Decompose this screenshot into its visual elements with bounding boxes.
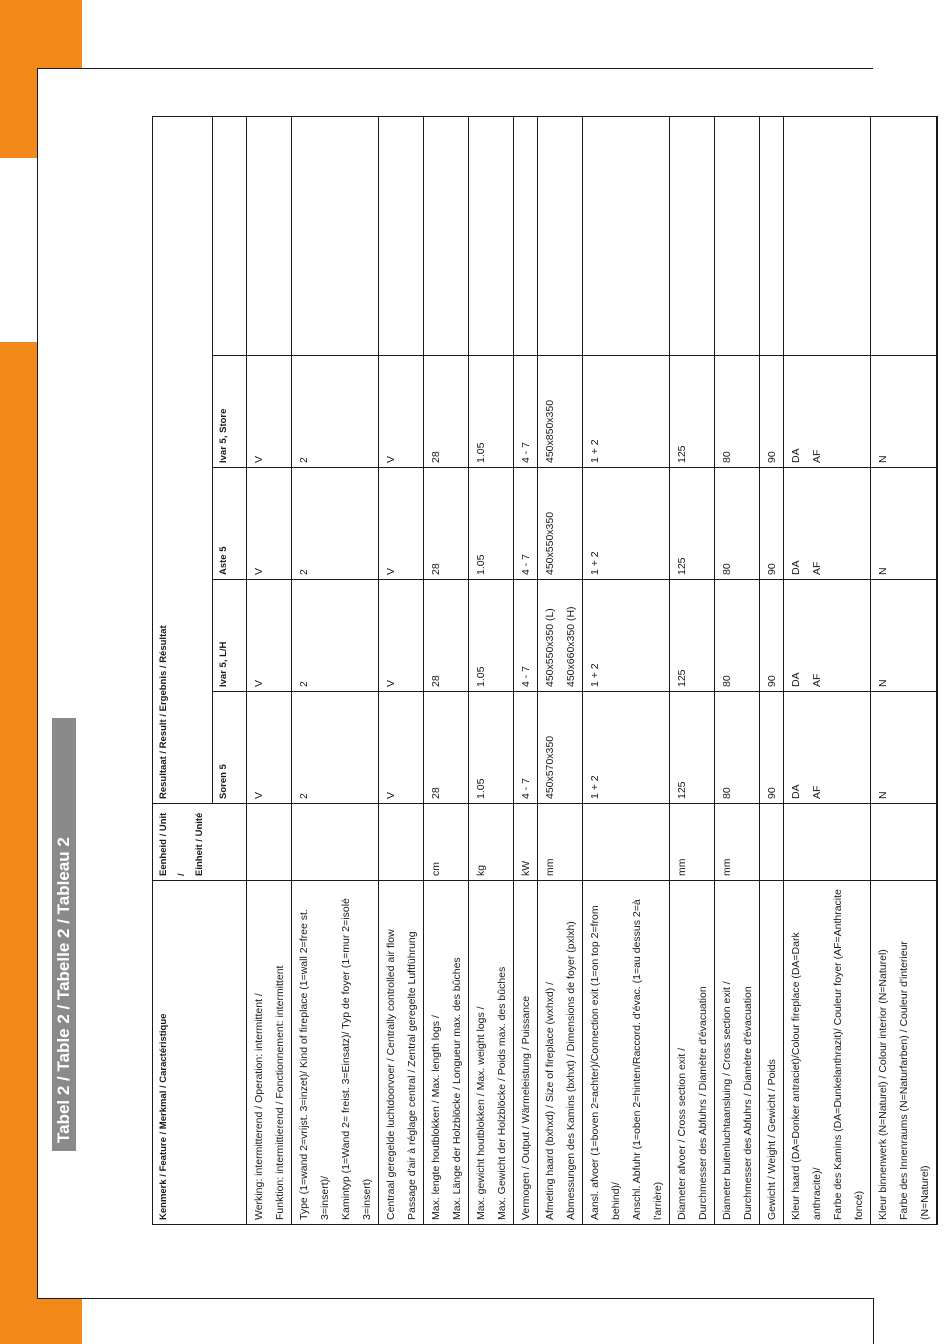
empty-cell [514, 117, 538, 356]
value-line: DA [790, 448, 802, 463]
value-line: AF [811, 785, 823, 799]
value-cell [514, 580, 538, 692]
feature-cell [247, 881, 292, 1225]
feature-line: Max. Gewicht der Holzblöcke / Poids max. des bûches [496, 966, 508, 1220]
value-cell [871, 692, 937, 804]
unit-cell: kg [469, 804, 514, 881]
orange-ledge-bottom [37, 1298, 82, 1344]
value-cell [424, 580, 469, 692]
value-cell [247, 692, 292, 804]
header-model-aste-5: Aste 5 [213, 468, 247, 580]
empty-cell [247, 117, 292, 356]
table-row [715, 117, 760, 1225]
value-cell [424, 468, 469, 580]
empty-cell [760, 117, 784, 356]
value-cell [583, 468, 670, 580]
table-row [871, 117, 937, 1225]
value-line: 4 - 7 [520, 553, 532, 575]
empty-cell [538, 117, 583, 356]
value-cell [469, 692, 514, 804]
value-cell [247, 580, 292, 692]
feature-line: Centraal geregelde luchtdoorvoer / Centrally controlled air flow [385, 929, 397, 1220]
value-line: AF [811, 673, 823, 687]
empty-cell [871, 117, 937, 356]
value-cell [379, 580, 424, 692]
filler-row [937, 117, 938, 1225]
feature-line: Vermogen / Output / Wärmeleistung / Puissance [520, 995, 532, 1220]
feature-line: Type (1=wand 2=vrijst. 3=inzet)/ Kind of fireplace (1=wall 2=free st. 3=insert)/ [298, 909, 331, 1220]
feature-line: Farbe des Innenraums (N=Naturfarben) / Couleur d'interieur (N=Naturel) [898, 941, 931, 1220]
table-row [784, 117, 871, 1225]
filler-cell [937, 692, 938, 804]
value-line: 1 + 2 [589, 775, 601, 799]
value-line: 28 [430, 787, 442, 799]
header-feature: Kenmerk / Feature / Merkmal / Caractéristique [153, 881, 247, 1225]
spec-table-container [152, 116, 931, 1225]
table-row [247, 117, 292, 1225]
value-line: 28 [430, 563, 442, 575]
feature-line: Kleur haard (DA=Donker antraciet)/Colour fireplace (DA=Dark anthracite)/ [790, 932, 823, 1220]
value-cell [292, 356, 379, 468]
value-cell [538, 580, 583, 692]
feature-line: Kamintyp (1=Wand 2= freist. 3=Einsatz)/ Typ de foyer (1=mur 2=isolé 3=insert) [340, 898, 373, 1220]
value-line: 4 - 7 [520, 441, 532, 463]
table-row [538, 117, 583, 1225]
unit-cell [760, 804, 784, 881]
value-cell [379, 356, 424, 468]
header-model-ivar-5-lh: Ivar 5, L/H [213, 580, 247, 692]
value-cell [784, 468, 871, 580]
value-line: 2 [298, 681, 310, 687]
header-model-soren-5: Soren 5 [213, 692, 247, 804]
value-line: N [877, 679, 889, 687]
value-cell [715, 356, 760, 468]
value-cell [784, 692, 871, 804]
filler-cell [937, 881, 938, 1225]
value-line: 450x660x350 (H) [565, 606, 577, 687]
value-cell [670, 468, 715, 580]
filler-cell [937, 468, 938, 580]
value-cell [583, 580, 670, 692]
value-cell [469, 356, 514, 468]
feature-line: Aansl. afvoer (1=boven 2=achter)/Connection exit (1=on top 2=from behind)/ [589, 905, 622, 1220]
value-cell [715, 692, 760, 804]
value-line: 125 [676, 669, 688, 687]
value-line: 28 [430, 675, 442, 687]
value-line: DA [790, 560, 802, 575]
frame-line-right [873, 1298, 874, 1344]
value-line: 80 [721, 451, 733, 463]
orange-side-tab-top [0, 0, 37, 158]
value-line: N [877, 567, 889, 575]
value-line: 1.05 [475, 442, 487, 463]
value-line: 1 + 2 [589, 439, 601, 463]
feature-line: Farbe des Kamins (DA=Dunkelanthrazit)/ Couleur foyer (AF=Anthracite foncé) [832, 889, 865, 1220]
value-cell [871, 580, 937, 692]
orange-side-tab-bottom [0, 342, 37, 1344]
value-cell [871, 468, 937, 580]
feature-line: Diameter buitenluchtaansluing / Cross section exit / [721, 981, 733, 1220]
value-cell [715, 468, 760, 580]
value-line: 125 [676, 781, 688, 799]
empty-cell [379, 117, 424, 356]
unit-cell: mm [670, 804, 715, 881]
value-line: 450x570x350 [544, 735, 556, 799]
unit-cell [871, 804, 937, 881]
unit-cell [583, 804, 670, 881]
table-title: Tabel 2 / Table 2 / Tabelle 2 / Tableau 2 [54, 837, 73, 1143]
value-line: 1 + 2 [589, 663, 601, 687]
value-cell [538, 356, 583, 468]
table-row [760, 117, 784, 1225]
value-cell [670, 692, 715, 804]
value-line: V [385, 679, 397, 687]
value-line: 90 [766, 787, 778, 799]
value-line: DA [790, 784, 802, 799]
value-cell [760, 468, 784, 580]
empty-cell [424, 117, 469, 356]
feature-line: Abmessungen des Kamins (bxhxt) / Dimensions de foyer (pxlxh) [565, 921, 577, 1220]
value-line: 1 + 2 [589, 551, 601, 575]
feature-cell [715, 881, 760, 1225]
value-line: 4 - 7 [520, 777, 532, 799]
header-model-ivar-5-store: Ivar 5, Store [213, 356, 247, 468]
orange-ledge-top [37, 0, 82, 68]
value-cell [514, 468, 538, 580]
value-line: V [253, 455, 265, 463]
unit-cell: kW [514, 804, 538, 881]
unit-cell [379, 804, 424, 881]
value-cell [514, 692, 538, 804]
feature-cell [871, 881, 937, 1225]
value-cell [670, 580, 715, 692]
value-line: AF [811, 561, 823, 575]
value-cell [247, 356, 292, 468]
value-line: V [385, 567, 397, 575]
table-title-bar [52, 718, 76, 1151]
value-line: 4 - 7 [520, 665, 532, 687]
empty-cell [670, 117, 715, 356]
empty-cell [784, 117, 871, 356]
value-cell [538, 468, 583, 580]
feature-line: Max. gewicht houtblokken / Max. weight logs / [475, 1006, 487, 1220]
unit-cell: cm [424, 804, 469, 881]
value-line: V [253, 679, 265, 687]
filler-cell [937, 804, 938, 881]
value-line: 2 [298, 457, 310, 463]
feature-cell [292, 881, 379, 1225]
value-line: V [385, 791, 397, 799]
feature-line: Gewicht / Weight / Gewicht / Poids [766, 1059, 778, 1220]
header-unit: Eenheid / Unit / Einheit / Unité [153, 804, 213, 881]
value-line: N [877, 455, 889, 463]
frame-line-left [37, 68, 38, 1298]
value-cell [292, 580, 379, 692]
value-line: 450x550x350 (L) [544, 608, 556, 687]
value-line: 90 [766, 675, 778, 687]
value-cell [469, 468, 514, 580]
value-line: 90 [766, 563, 778, 575]
value-line: N [877, 791, 889, 799]
value-cell [583, 356, 670, 468]
value-cell [583, 692, 670, 804]
value-line: 1.05 [475, 554, 487, 575]
feature-line: Durchmesser des Abfuhrs / Diamètre d'évacuation [697, 986, 709, 1220]
table-row [583, 117, 670, 1225]
value-line: V [253, 567, 265, 575]
header-unit-blank [213, 804, 247, 881]
table-row [670, 117, 715, 1225]
value-cell [538, 692, 583, 804]
value-line: 450x850x350 [544, 399, 556, 463]
value-cell [670, 356, 715, 468]
table-row [292, 117, 379, 1225]
value-line: 2 [298, 569, 310, 575]
value-line: 90 [766, 451, 778, 463]
feature-cell [784, 881, 871, 1225]
spec-table [152, 116, 938, 1225]
unit-cell [784, 804, 871, 881]
feature-line: Anschl. Abfuhr (1=oben 2=hinten/Raccord. d'évac. (1=au dessus 2=à l'arrière) [631, 899, 664, 1220]
value-line: 1.05 [475, 778, 487, 799]
value-line: 125 [676, 445, 688, 463]
value-line: V [253, 791, 265, 799]
unit-cell [247, 804, 292, 881]
value-cell [247, 468, 292, 580]
value-cell [379, 468, 424, 580]
value-line: 2 [298, 793, 310, 799]
value-cell [784, 356, 871, 468]
table-row [379, 117, 424, 1225]
feature-line: Passage d'air à réglage central / Zentral geregelte Luftführung [406, 931, 418, 1220]
table-row [469, 117, 514, 1225]
feature-line: Funktion: intermittierend / Fonctionnement: intermittent [274, 965, 286, 1220]
value-line: 1.05 [475, 666, 487, 687]
unit-cell: mm [715, 804, 760, 881]
value-cell [424, 356, 469, 468]
unit-cell: mm [538, 804, 583, 881]
feature-line: Durchmesser des Abfuhrs / Diamètre d'évacuation [742, 986, 754, 1220]
header-empty-col [213, 117, 247, 356]
table-row [424, 117, 469, 1225]
feature-line: Diameter afvoer / Cross section exit / [676, 1047, 688, 1220]
filler-cell [937, 117, 938, 356]
value-cell [784, 580, 871, 692]
empty-cell [583, 117, 670, 356]
empty-cell [715, 117, 760, 356]
empty-cell [292, 117, 379, 356]
value-cell [292, 692, 379, 804]
value-cell [292, 468, 379, 580]
table-row [514, 117, 538, 1225]
filler-cell [937, 580, 938, 692]
value-line: 125 [676, 557, 688, 575]
value-cell [379, 692, 424, 804]
header-result: Resultaat / Result / Ergebnis / Résultat [153, 117, 213, 804]
value-line: 80 [721, 787, 733, 799]
value-cell [514, 356, 538, 468]
feature-cell [469, 881, 514, 1225]
feature-line: Afmeting haard (bxhxd) / Size of fireplace (wxhxd) / [544, 981, 556, 1220]
value-line: V [385, 455, 397, 463]
feature-cell [514, 881, 538, 1225]
feature-line: Max. lengte houtblokken / Max. length logs / [430, 1015, 442, 1220]
value-cell [715, 580, 760, 692]
value-cell [760, 692, 784, 804]
feature-cell [424, 881, 469, 1225]
unit-cell [292, 804, 379, 881]
value-line: 80 [721, 563, 733, 575]
feature-line: Kleur binnenwerk (N=Naturel) / Colour interior (N=Naturel) [877, 949, 889, 1220]
value-cell [469, 580, 514, 692]
empty-cell [469, 117, 514, 356]
value-line: 450x550x350 [544, 511, 556, 575]
feature-cell [583, 881, 670, 1225]
filler-cell [937, 356, 938, 468]
feature-line: Werking: intermitterend / Operation: intermittent / [253, 993, 265, 1220]
feature-line: Max. Länge der Holzblöcke / Longueur max. des bûches [451, 957, 463, 1220]
value-cell [760, 580, 784, 692]
value-line: 80 [721, 675, 733, 687]
frame-line-bottom [37, 1298, 873, 1299]
value-cell [871, 356, 937, 468]
feature-cell [538, 881, 583, 1225]
feature-cell [379, 881, 424, 1225]
value-line: 28 [430, 451, 442, 463]
feature-cell [760, 881, 784, 1225]
frame-line-top [37, 68, 873, 69]
feature-cell [670, 881, 715, 1225]
value-cell [760, 356, 784, 468]
value-line: DA [790, 672, 802, 687]
value-cell [424, 692, 469, 804]
value-line: AF [811, 449, 823, 463]
